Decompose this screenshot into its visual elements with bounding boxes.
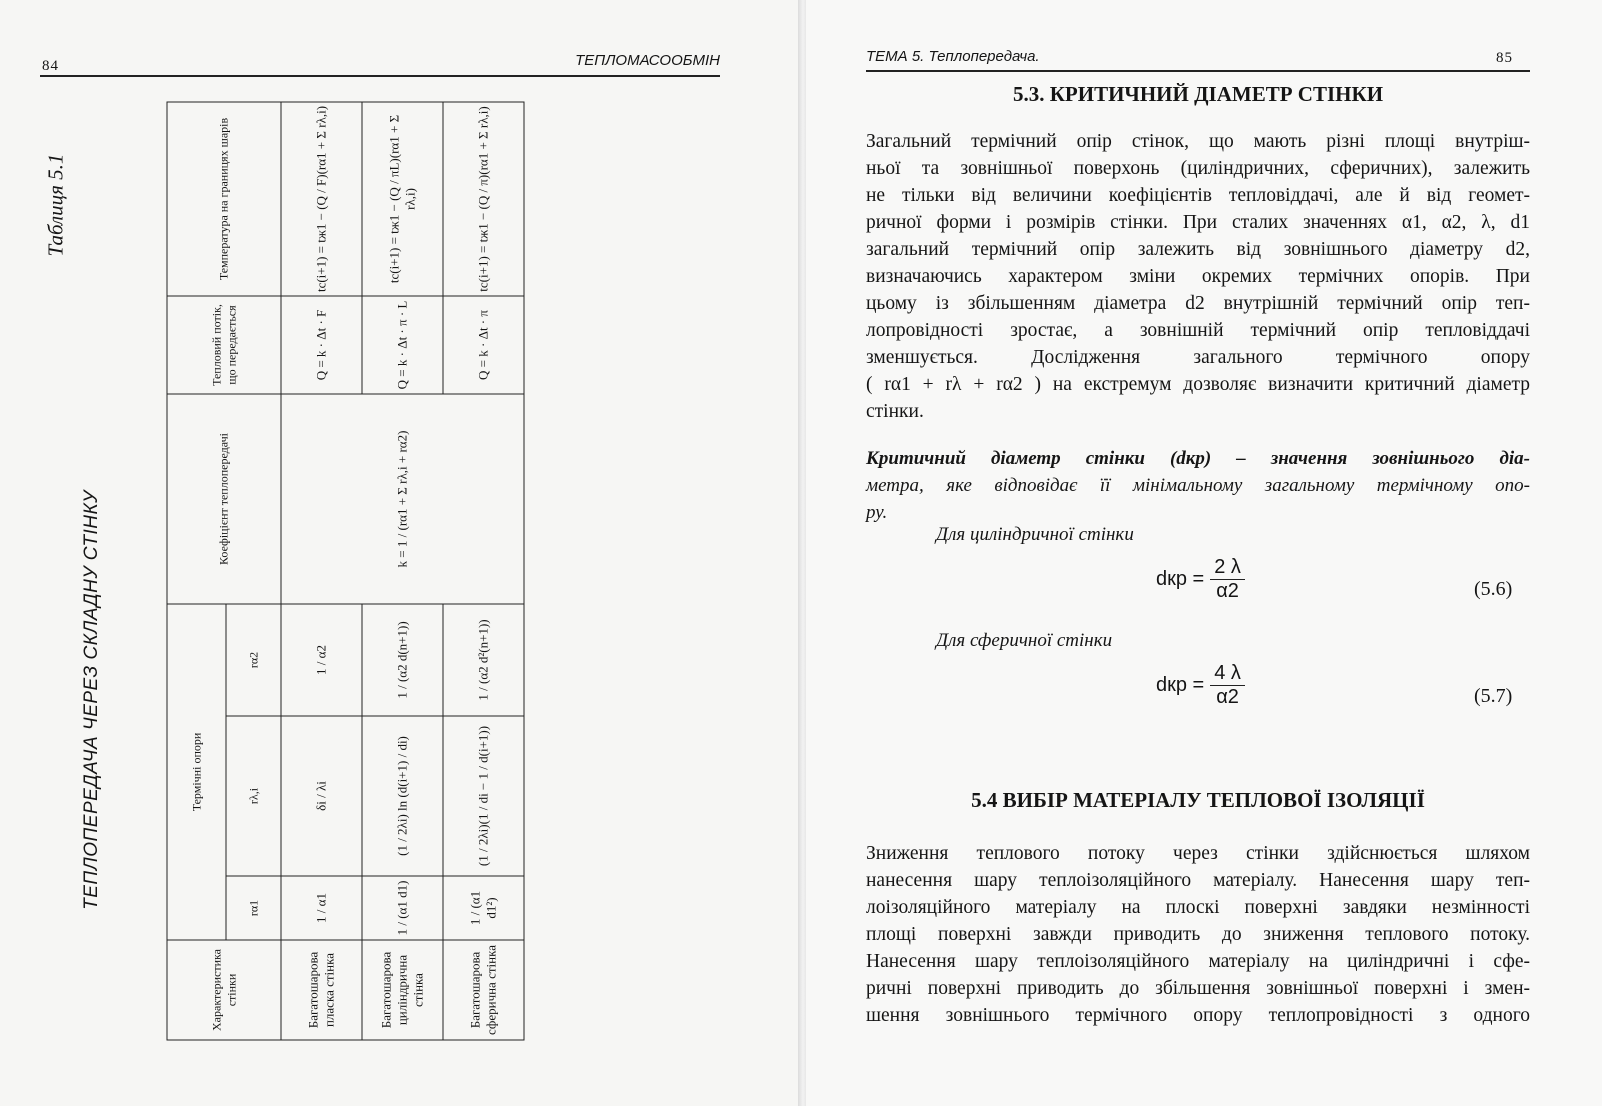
section-5-4-title: 5.4 ВИБІР МАТЕРІАЛУ ТЕПЛОВОЇ ІЗОЛЯЦІЇ	[971, 788, 1425, 812]
cell-ra1: 1 / (α1 d1)	[362, 876, 443, 940]
header-rule-right	[866, 70, 1530, 72]
page-number-right: 85	[1496, 50, 1513, 66]
header-wall: Характеристика стінки	[167, 940, 281, 1040]
header-temperature: Температура на границях шарів	[167, 102, 281, 296]
running-header-left: ТЕПЛОМАСООБМІН	[575, 52, 720, 69]
table-row	[281, 102, 362, 1040]
cell-temperature: tс(i+1) = tж1 − (Q / π)(rα1 + Σ rλ,i)	[443, 102, 524, 296]
text-line: Загальний термічний опір стінок, що мають різні площі внутріш-	[866, 131, 1530, 152]
cell-ra2: 1 / α2	[281, 604, 362, 716]
definition-line: метра, яке відповідає її мінімальному загальному термічному опо-	[866, 475, 1530, 496]
subheader-ra2: rα2	[226, 604, 281, 716]
text-line: ричні поверхні приводить до збільшення зовнішньої поверхні і змен-	[866, 978, 1530, 999]
cell-k-formula: k = 1 / (rα1 + Σ rλ,i + rα2)	[281, 394, 524, 604]
text-line: ричної форми і розмірів стінки. При сталих значеннях α1, α2, λ, d1	[866, 212, 1530, 233]
cell-flow: Q = k · Δt · π	[443, 296, 524, 394]
table-container	[172, 96, 518, 1034]
equation-number-5-7: (5.7)	[1474, 685, 1513, 707]
subheader-ra1: rα1	[226, 876, 281, 940]
formula-5-7-numerator: 4 λ	[1210, 662, 1245, 686]
text-line: Зниження теплового потоку через стінки здійснюється шляхом	[866, 843, 1530, 864]
formula-5-7-denominator: α2	[1216, 686, 1239, 708]
cell-rlambda: (1 / 2λi)(1 / di − 1 / d(i+1))	[443, 716, 524, 876]
formula-5-6-numerator: 2 λ	[1210, 556, 1245, 580]
header-rule-left	[40, 75, 720, 77]
text-line: ньої та зовнішньої поверхонь (циліндричних, сферичних), залежить	[866, 158, 1530, 179]
subheader-rlambda: rλ,i	[226, 716, 281, 876]
left-page	[0, 0, 800, 1106]
paragraph-critical-diameter	[866, 128, 1530, 425]
cell-rlambda: δi / λi	[281, 716, 362, 876]
cell-wall: Багатошарова циліндрична стінка	[362, 940, 443, 1040]
text-line: не тільки від величини коефіцієнтів тепловіддачі, але й від геомет-	[866, 185, 1530, 206]
formula-5-7	[1156, 662, 1245, 709]
cell-temperature: tс(i+1) = tж1 − (Q / F)(rα1 + Σ rλ,i)	[281, 102, 362, 296]
text-line: Нанесення шару теплоізоляційного матеріалу на циліндричні і сфе-	[866, 951, 1530, 972]
text-line: лоізоляційного матеріалу на плоскі поверхні завдяки незмінності	[866, 897, 1530, 918]
page-number-left: 84	[42, 58, 59, 74]
caption-cylindrical-wall: Для циліндричної стінки	[936, 524, 1134, 545]
right-page	[806, 0, 1602, 1106]
formula-5-6-denominator: α2	[1216, 580, 1239, 602]
cell-ra1: 1 / (α1 d1²)	[443, 876, 524, 940]
caption-spherical-wall: Для сферичної стінки	[936, 630, 1113, 651]
text-line: визначаючись характером зміни окремих термічних опорів. При	[866, 266, 1530, 287]
header-resistances: Термічні опори	[167, 604, 226, 940]
text-line: нанесення шару теплоізоляційного матеріалу. Нанесення шару теп-	[866, 870, 1530, 891]
cell-ra2: 1 / (α2 d²(n+1))	[443, 604, 524, 716]
cell-flow: Q = k · Δt · F	[281, 296, 362, 394]
cell-wall: Багатошарова пласка стінка	[281, 940, 362, 1040]
text-line: зменшується. Дослідження загального термічного опору	[866, 347, 1530, 368]
table-title: ТЕПЛОПЕРЕДАЧА ЧЕРЕЗ СКЛАДНУ СТІНКУ	[81, 490, 102, 910]
header-flow: Тепловий потік, що передається	[167, 296, 281, 394]
cell-ra2: 1 / (α2 d(n+1))	[362, 604, 443, 716]
cell-rlambda: (1 / 2λi) ln (d(i+1) / di)	[362, 716, 443, 876]
table-header-row	[167, 102, 226, 1040]
formula-5-7-fraction	[1210, 662, 1245, 709]
text-line: ( rα1 + rλ + rα2 ) на екстремум дозволяє визначити критичний діаметр	[866, 374, 1530, 395]
running-header-right: ТЕМА 5. Теплопередача.	[866, 48, 1040, 65]
header-k: Коефіцієнт теплопередачі	[167, 394, 281, 604]
definition-line: ру.	[866, 502, 888, 523]
text-line: лопровідності зростає, а зовнішній термічний опір тепловіддачі	[866, 320, 1530, 341]
formula-5-6-lhs: dкр =	[1156, 568, 1205, 590]
equation-number-5-6: (5.6)	[1474, 578, 1513, 600]
formula-5-7-lhs: dкр =	[1156, 674, 1205, 696]
heat-transfer-table	[167, 102, 525, 1041]
cell-flow: Q = k · Δt · π · L	[362, 296, 443, 394]
text-line: шення зовнішнього термічного опору теплопровідності з одного	[866, 1005, 1530, 1026]
text-line: цьому із збільшенням діаметра d2 внутрішній термічний опір теп-	[866, 293, 1530, 314]
cell-wall: Багатошарова сферична стінка	[443, 940, 524, 1040]
formula-5-6-fraction	[1210, 556, 1245, 603]
paragraph-insulation	[866, 840, 1530, 1029]
cell-temperature: tс(i+1) = tж1 − (Q / πL)(rα1 + Σ rλ,i)	[362, 102, 443, 296]
definition-critical-diameter	[866, 445, 1530, 526]
text-line: стінки.	[866, 401, 924, 422]
definition-line: Критичний діаметр стінки (dкр) – значення зовнішнього діа-	[866, 448, 1530, 469]
text-line: площі поверхні завжди приводить до зниження теплового потоку.	[866, 924, 1530, 945]
table-caption: Таблиця 5.1	[43, 153, 68, 257]
text-line: загальний термічний опір залежить від зовнішнього діаметру d2,	[866, 239, 1530, 260]
cell-ra1: 1 / α1	[281, 876, 362, 940]
section-5-3-title: 5.3. КРИТИЧНИЙ ДІАМЕТР СТІНКИ	[1012, 82, 1384, 106]
formula-5-6	[1156, 556, 1245, 603]
